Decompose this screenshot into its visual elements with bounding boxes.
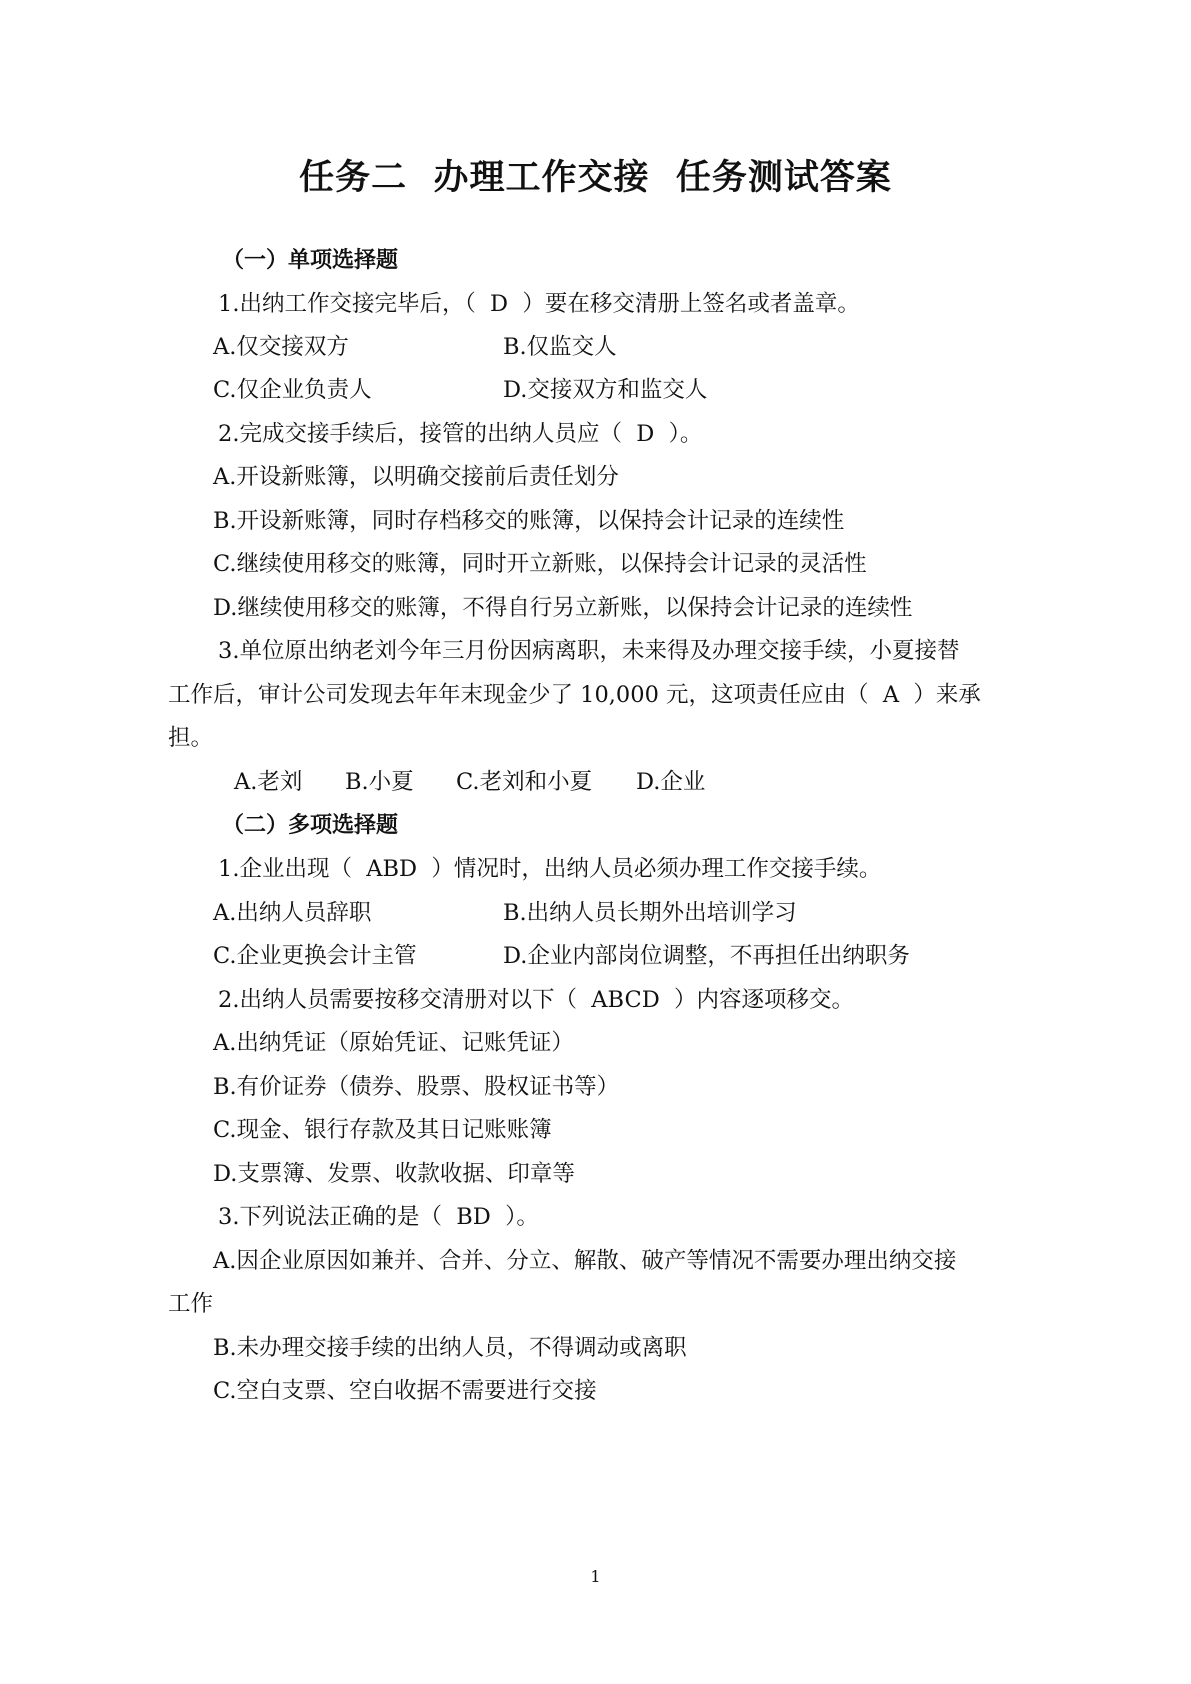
option-a: A.出纳人员辞职 — [213, 900, 372, 926]
question-stem-continued: 工作后，审计公司发现去年年末现金少了 10,000 元，这项责任应由（ A ）来承 — [168, 682, 981, 708]
option-d: D.企业 — [636, 769, 706, 795]
option-b: B.开设新账簿，同时存档移交的账簿，以保持会计记录的连续性 — [213, 508, 845, 534]
option-b: B.仅监交人 — [503, 334, 617, 360]
option-a: A.开设新账簿，以明确交接前后责任划分 — [213, 464, 619, 490]
option-b: B.出纳人员长期外出培训学习 — [503, 900, 797, 926]
option-c: C.现金、银行存款及其日记账账簿 — [213, 1117, 552, 1143]
question-stem-continued: 担。 — [168, 725, 214, 751]
option-a: A.因企业原因如兼并、合并、分立、解散、破产等情况不需要办理出纳交接 — [213, 1248, 957, 1274]
option-a-continued: 工作 — [168, 1291, 214, 1317]
section-heading-multiple-choice: （二）多项选择题 — [222, 813, 399, 838]
question-stem: 3.下列说法正确的是（ BD ）。 — [218, 1204, 539, 1230]
option-c: C.老刘和小夏 — [456, 769, 593, 795]
option-b: B.有价证券（债券、股票、股权证书等） — [213, 1074, 620, 1100]
question-stem: 2.出纳人员需要按移交清册对以下（ ABCD ）内容逐项移交。 — [218, 987, 855, 1013]
option-b: B.未办理交接手续的出纳人员，不得调动或离职 — [213, 1335, 687, 1361]
option-c: C.继续使用移交的账簿，同时开立新账，以保持会计记录的灵活性 — [213, 551, 867, 577]
question-stem: 3.单位原出纳老刘今年三月份因病离职，未来得及办理交接手续，小夏接替 — [218, 638, 960, 664]
option-b: B.小夏 — [345, 769, 414, 795]
document-title: 任务二 办理工作交接 任务测试答案 — [299, 158, 892, 198]
option-c: C.企业更换会计主管 — [213, 943, 417, 969]
question-stem: 1.出纳工作交接完毕后，（ D ）要在移交清册上签名或者盖章。 — [218, 291, 860, 317]
option-a: A.仅交接双方 — [213, 334, 349, 360]
option-d: D.交接双方和监交人 — [503, 377, 708, 403]
section-heading-single-choice: （一）单项选择题 — [222, 248, 399, 273]
option-a: A.出纳凭证（原始凭证、记账凭证） — [213, 1030, 574, 1056]
option-c: C.空白支票、空白收据不需要进行交接 — [213, 1378, 597, 1404]
page-number: 1 — [590, 1567, 601, 1586]
question-stem: 1.企业出现（ ABD ）情况时，出纳人员必须办理工作交接手续。 — [218, 856, 882, 882]
option-d: D.支票簿、发票、收款收据、印章等 — [213, 1161, 575, 1187]
option-a: A.老刘 — [234, 769, 303, 795]
option-d: D.企业内部岗位调整，不再担任出纳职务 — [503, 943, 910, 969]
question-stem: 2.完成交接手续后，接管的出纳人员应（ D ）。 — [218, 421, 703, 447]
option-d: D.继续使用移交的账簿，不得自行另立新账，以保持会计记录的连续性 — [213, 595, 913, 621]
option-c: C.仅企业负责人 — [213, 377, 372, 403]
